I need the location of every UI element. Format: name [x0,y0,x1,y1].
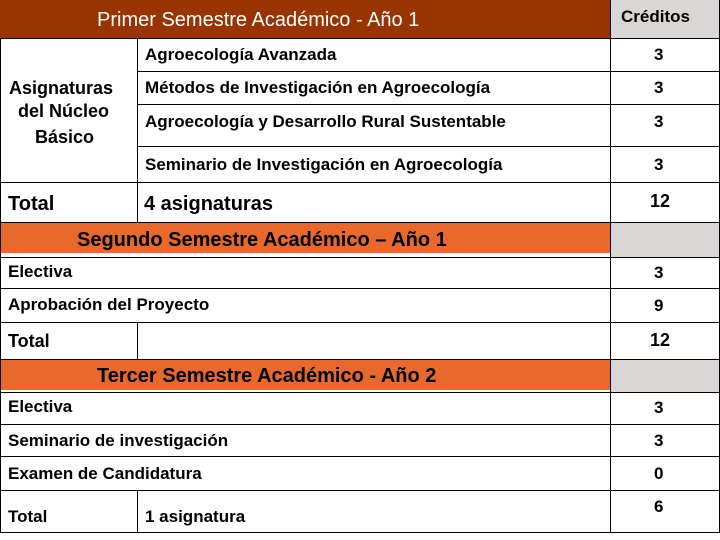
subject-name: Seminario de investigación [8,431,229,450]
subject-credits: 3 [654,398,664,417]
sem3-credits-cell [610,359,720,393]
total-label: Total [8,193,55,215]
total-credits: 6 [654,497,664,516]
grid-line [0,359,720,360]
grid-line [137,490,138,532]
grid-line [0,257,720,258]
group-label: del Núcleo [18,101,110,121]
subject-name: Métodos de Investigación en Agroecología [145,78,491,97]
subject-credits: 0 [654,464,664,483]
grid-line [0,38,1,532]
subject-credits: 3 [654,112,664,131]
grid-line [0,532,720,533]
grid-line [0,456,720,457]
total-credits: 12 [650,330,671,350]
subject-name: Agroecología y Desarrollo Rural Sustentable [145,112,506,131]
grid-line [0,424,720,425]
grid-line [0,38,720,39]
sem3-title: Tercer Semestre Académico - Año 2 [97,365,437,387]
grid-line [137,38,138,222]
grid-line [0,182,720,183]
subject-name: Examen de Candidatura [8,464,202,483]
grid-line [137,146,720,147]
subject-name: Agroecología Avanzada [145,45,337,64]
total-subjects: 4 asignaturas [144,193,273,215]
subject-name: Electiva [8,397,73,416]
grid-line [0,222,720,223]
grid-line [610,0,611,532]
total-label: Total [8,507,48,526]
sem2-credits-cell [610,222,720,258]
subject-name: Seminario de Investigación en Agroecología [145,155,503,174]
sem1-title: Primer Semestre Académico - Año 1 [97,9,420,31]
subject-credits: 3 [654,78,664,97]
subject-credits: 3 [654,263,664,282]
subject-credits: 3 [654,431,664,450]
sem2-title: Segundo Semestre Académico – Año 1 [77,229,447,251]
grid-line [0,288,720,289]
grid-line [137,322,138,359]
grid-line [0,490,720,491]
subject-credits: 3 [654,155,664,174]
subject-name: Aprobación del Proyecto [8,295,210,314]
grid-line [0,392,720,393]
total-subjects: 1 asignatura [145,507,246,526]
group-label: Asignaturas [9,78,114,98]
subject-credits: 9 [654,296,664,315]
subject-credits: 3 [654,45,664,64]
grid-line [137,104,720,105]
subject-name: Electiva [8,262,73,281]
credits-header: Créditos [621,7,690,26]
total-credits: 12 [650,191,671,211]
group-label: Básico [35,127,95,147]
grid-line [137,71,720,72]
grid-line [0,322,720,323]
total-label: Total [8,331,50,351]
